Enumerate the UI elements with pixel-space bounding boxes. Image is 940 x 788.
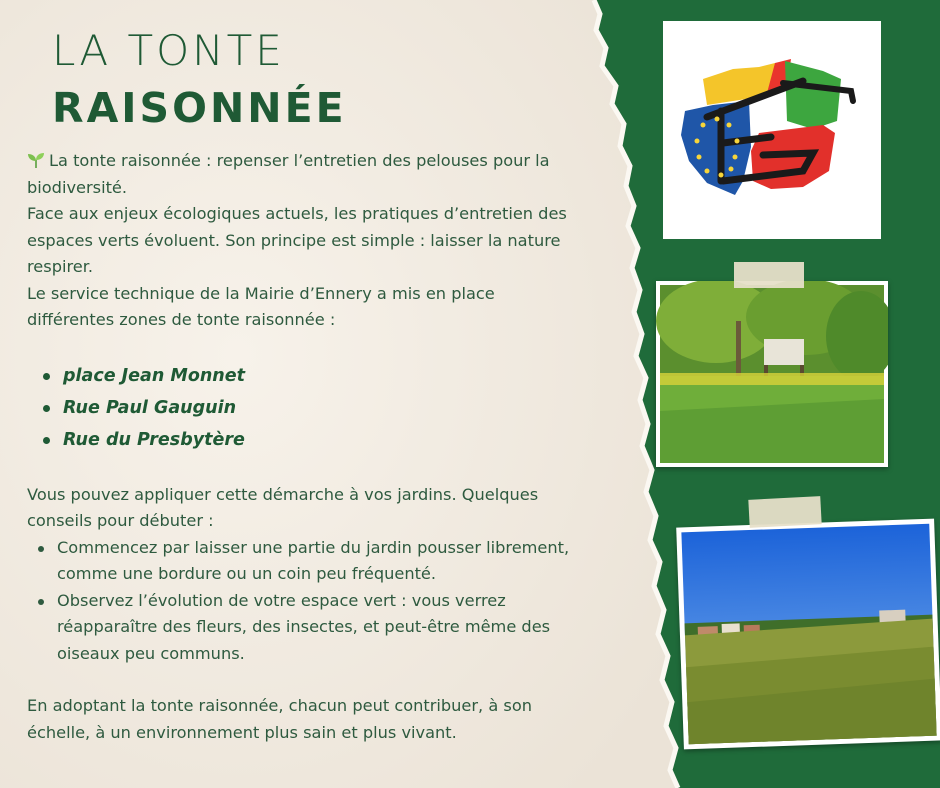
- intro-lead-paragraph: [27, 148, 587, 201]
- list-item-place: Rue Paul Gauguin: [63, 392, 587, 424]
- intro-paragraph-2: Le service technique de la Mairie d’Ennery a mis en place différentes zones de tonte raisonnée :: [27, 283, 495, 329]
- sprout-icon: [27, 152, 45, 168]
- tape-strip: [748, 496, 821, 528]
- tips-intro: Vous pouvez appliquer cette démarche à vos jardins. Quelques conseils pour débuter :: [27, 484, 539, 530]
- places-list: [27, 360, 587, 456]
- page-title-line1: LA TONTE: [52, 26, 285, 75]
- intro-lead-text: La tonte raisonnée : repenser l’entretien des pelouses pour la biodiversité.: [27, 151, 550, 197]
- photo-field-mowing-zone: [676, 519, 940, 750]
- closing-paragraph: En adoptant la tonte raisonnée, chacun peut contribuer, à son échelle, à un environnement plus sain et plus vivant.: [27, 696, 532, 742]
- list-item-tip: Observez l’évolution de votre espace vert : vous verrez réapparaître des fleurs, des insectes, et peut-être même des oiseaux peu communs.: [57, 588, 587, 668]
- list-item-tip: Commencez par laisser une partie du jardin pousser librement, comme une bordure ou un coin peu fréquenté.: [57, 535, 587, 588]
- park-photo-image: [656, 281, 888, 467]
- tips-list: [27, 535, 587, 668]
- ennery-logo: [663, 21, 881, 239]
- logo-graphic: [663, 21, 881, 239]
- list-item-place: place Jean Monnet: [63, 360, 587, 392]
- photo-park-mowing-zone: [656, 281, 888, 467]
- intro-paragraph-1: Face aux enjeux écologiques actuels, les pratiques d’entretien des espaces verts évoluent. Son principe est simple : laisser la nature respirer.: [27, 204, 567, 276]
- list-item-place: Rue du Presbytère: [63, 424, 587, 456]
- page-title-line2: RAISONNÉE: [52, 84, 347, 132]
- tape-strip: [734, 262, 804, 288]
- article-body: [27, 148, 587, 746]
- field-photo-image: [676, 519, 940, 750]
